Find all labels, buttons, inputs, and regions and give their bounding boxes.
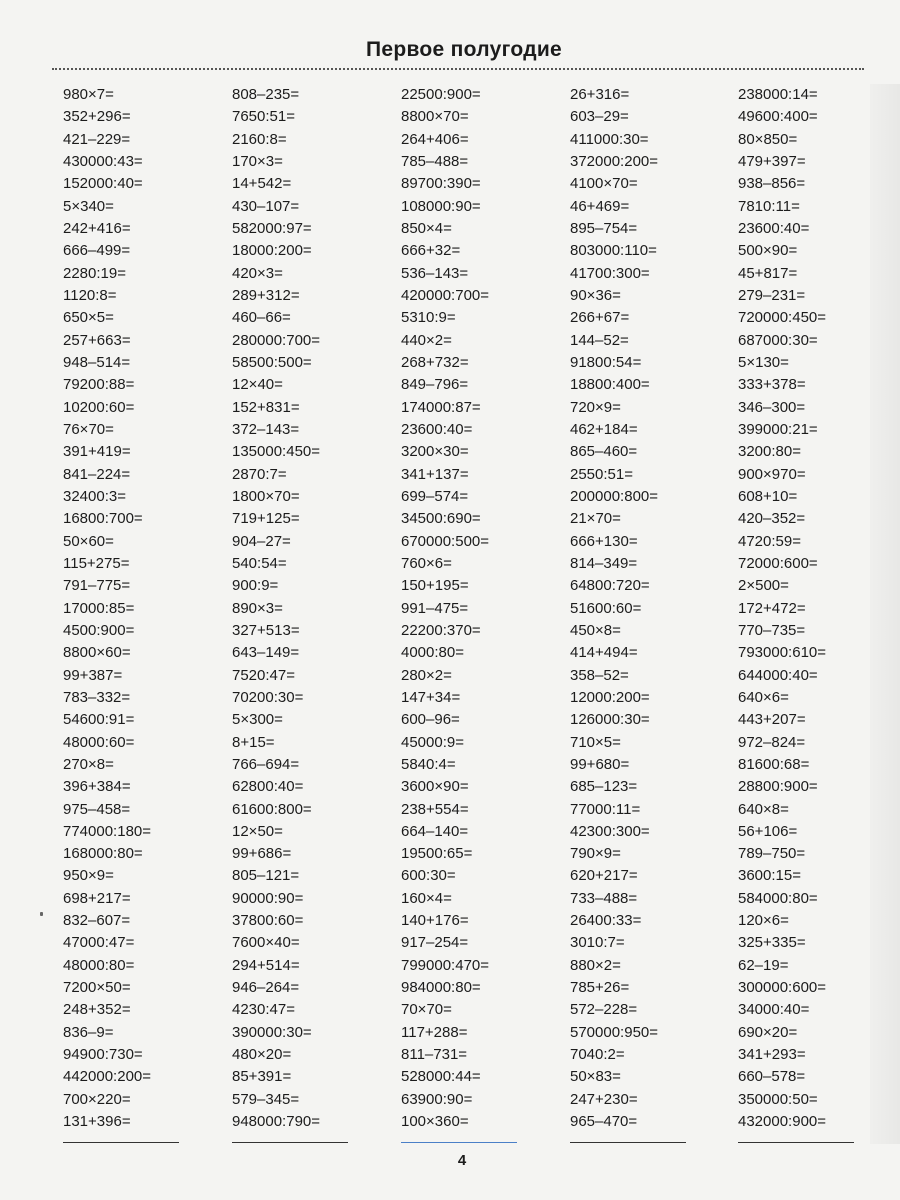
answer-line bbox=[738, 1142, 854, 1143]
arithmetic-problem: 62–19= bbox=[738, 956, 789, 974]
arithmetic-problem: 12×50= bbox=[232, 822, 283, 840]
arithmetic-problem: 500×90= bbox=[738, 242, 798, 260]
arithmetic-problem: 5840:4= bbox=[401, 755, 456, 773]
arithmetic-problem: 147+34= bbox=[401, 688, 461, 706]
arithmetic-problem: 719+125= bbox=[232, 510, 300, 528]
arithmetic-problem: 90×36= bbox=[570, 286, 621, 304]
arithmetic-problem: 3200×30= bbox=[401, 443, 469, 461]
arithmetic-problem: 41700:300= bbox=[570, 264, 650, 282]
arithmetic-problem: 391+419= bbox=[63, 443, 131, 461]
arithmetic-problem: 172+472= bbox=[738, 599, 806, 617]
arithmetic-problem: 372–143= bbox=[232, 420, 300, 438]
arithmetic-problem: 3200:80= bbox=[738, 443, 801, 461]
arithmetic-problem: 793000:610= bbox=[738, 644, 827, 662]
arithmetic-problem: 80×850= bbox=[738, 130, 798, 148]
arithmetic-problem: 396+384= bbox=[63, 778, 131, 796]
arithmetic-problem: 22200:370= bbox=[401, 621, 481, 639]
arithmetic-problem: 7810:11= bbox=[738, 197, 800, 215]
arithmetic-problem: 670000:500= bbox=[401, 532, 490, 550]
arithmetic-problem: 904–27= bbox=[232, 532, 291, 550]
arithmetic-problem: 766–694= bbox=[232, 755, 300, 773]
arithmetic-problem: 841–224= bbox=[63, 465, 131, 483]
arithmetic-problem: 421–229= bbox=[63, 130, 131, 148]
arithmetic-problem: 120×6= bbox=[738, 912, 789, 930]
arithmetic-problem: 814–349= bbox=[570, 554, 638, 572]
arithmetic-problem: 140+176= bbox=[401, 912, 469, 930]
arithmetic-problem: 135000:450= bbox=[232, 443, 321, 461]
arithmetic-problem: 5310:9= bbox=[401, 309, 456, 327]
arithmetic-problem: 160×4= bbox=[401, 889, 452, 907]
arithmetic-problem: 666+130= bbox=[570, 532, 638, 550]
arithmetic-problem: 832–607= bbox=[63, 912, 131, 930]
arithmetic-problem: 880×2= bbox=[570, 956, 621, 974]
arithmetic-problem: 5×340= bbox=[63, 197, 114, 215]
arithmetic-problem: 770–735= bbox=[738, 621, 806, 639]
arithmetic-problem: 247+230= bbox=[570, 1090, 638, 1108]
arithmetic-problem: 4500:900= bbox=[63, 621, 135, 639]
arithmetic-problem: 440×2= bbox=[401, 331, 452, 349]
arithmetic-problem: 785–488= bbox=[401, 152, 469, 170]
arithmetic-problem: 26400:33= bbox=[570, 912, 642, 930]
arithmetic-problem: 294+514= bbox=[232, 956, 300, 974]
arithmetic-problem: 238000:14= bbox=[738, 86, 818, 103]
arithmetic-problem: 803000:110= bbox=[570, 242, 657, 260]
arithmetic-problem: 720×9= bbox=[570, 398, 621, 416]
arithmetic-problem: 14+542= bbox=[232, 175, 292, 193]
arithmetic-problem: 462+184= bbox=[570, 420, 638, 438]
arithmetic-problem: 248+352= bbox=[63, 1001, 131, 1019]
exercise-column-2 bbox=[232, 84, 392, 1133]
arithmetic-problem: 460–66= bbox=[232, 309, 291, 327]
arithmetic-problem: 99+686= bbox=[232, 845, 292, 863]
arithmetic-problem: 12000:200= bbox=[570, 688, 650, 706]
arithmetic-problem: 19500:65= bbox=[401, 845, 473, 863]
arithmetic-problem: 341+137= bbox=[401, 465, 469, 483]
arithmetic-problem: 572–228= bbox=[570, 1001, 638, 1019]
arithmetic-problem: 7200×50= bbox=[63, 979, 131, 997]
arithmetic-problem: 341+293= bbox=[738, 1046, 806, 1064]
arithmetic-problem: 350000:50= bbox=[738, 1090, 818, 1108]
page-bleed-through bbox=[870, 84, 900, 1144]
arithmetic-problem: 72000:600= bbox=[738, 554, 818, 572]
arithmetic-problem: 23600:40= bbox=[401, 420, 473, 438]
arithmetic-problem: 895–754= bbox=[570, 219, 638, 237]
arithmetic-problem: 644000:40= bbox=[738, 666, 818, 684]
arithmetic-problem: 442000:200= bbox=[63, 1068, 152, 1086]
arithmetic-problem: 34000:40= bbox=[738, 1001, 810, 1019]
arithmetic-problem: 774000:180= bbox=[63, 822, 152, 840]
arithmetic-problem: 760×6= bbox=[401, 554, 452, 572]
arithmetic-problem: 99+680= bbox=[570, 755, 630, 773]
arithmetic-problem: 479+397= bbox=[738, 152, 806, 170]
arithmetic-problem: 789–750= bbox=[738, 845, 806, 863]
arithmetic-problem: 8800×60= bbox=[63, 644, 131, 662]
arithmetic-problem: 799000:470= bbox=[401, 956, 490, 974]
arithmetic-problem: 91800:54= bbox=[570, 353, 642, 371]
arithmetic-problem: 325+335= bbox=[738, 934, 806, 952]
arithmetic-problem: 430000:43= bbox=[63, 152, 143, 170]
arithmetic-problem: 620+217= bbox=[570, 867, 638, 885]
arithmetic-problem: 99+387= bbox=[63, 666, 123, 684]
arithmetic-problem: 32400:3= bbox=[63, 487, 126, 505]
arithmetic-problem: 50×83= bbox=[570, 1068, 621, 1086]
arithmetic-problem: 352+296= bbox=[63, 108, 131, 126]
arithmetic-problem: 152+831= bbox=[232, 398, 300, 416]
arithmetic-problem: 168000:80= bbox=[63, 845, 143, 863]
arithmetic-problem: 64800:720= bbox=[570, 577, 650, 595]
arithmetic-problem: 584000:80= bbox=[738, 889, 818, 907]
arithmetic-problem: 570000:950= bbox=[570, 1023, 659, 1041]
arithmetic-problem: 946–264= bbox=[232, 979, 300, 997]
arithmetic-problem: 414+494= bbox=[570, 644, 638, 662]
arithmetic-problem: 650×5= bbox=[63, 309, 114, 327]
arithmetic-problem: 300000:600= bbox=[738, 979, 827, 997]
arithmetic-problem: 48000:80= bbox=[63, 956, 135, 974]
arithmetic-problem: 49600:400= bbox=[738, 108, 818, 126]
arithmetic-problem: 850×4= bbox=[401, 219, 452, 237]
arithmetic-problem: 23600:40= bbox=[738, 219, 810, 237]
arithmetic-problem: 50×60= bbox=[63, 532, 114, 550]
arithmetic-problem: 443+207= bbox=[738, 711, 806, 729]
arithmetic-problem: 640×8= bbox=[738, 800, 789, 818]
arithmetic-problem: 965–470= bbox=[570, 1113, 638, 1131]
arithmetic-problem: 152000:40= bbox=[63, 175, 143, 193]
arithmetic-problem: 2×500= bbox=[738, 577, 789, 595]
arithmetic-problem: 17000:85= bbox=[63, 599, 135, 617]
arithmetic-problem: 266+67= bbox=[570, 309, 630, 327]
arithmetic-problem: 16800:700= bbox=[63, 510, 143, 528]
arithmetic-problem: 528000:44= bbox=[401, 1068, 481, 1086]
arithmetic-problem: 700×220= bbox=[63, 1090, 131, 1108]
arithmetic-problem: 480×20= bbox=[232, 1046, 292, 1064]
arithmetic-problem: 783–332= bbox=[63, 688, 131, 706]
arithmetic-problem: 131+396= bbox=[63, 1113, 131, 1131]
arithmetic-problem: 51600:60= bbox=[570, 599, 642, 617]
exercise-columns bbox=[0, 84, 900, 1144]
arithmetic-problem: 4000:80= bbox=[401, 644, 464, 662]
arithmetic-problem: 8800×70= bbox=[401, 108, 469, 126]
arithmetic-problem: 144–52= bbox=[570, 331, 629, 349]
arithmetic-problem: 257+663= bbox=[63, 331, 131, 349]
arithmetic-problem: 8+15= bbox=[232, 733, 275, 751]
arithmetic-problem: 108000:90= bbox=[401, 197, 481, 215]
arithmetic-problem: 420–352= bbox=[738, 510, 806, 528]
arithmetic-problem: 200000:800= bbox=[570, 487, 659, 505]
arithmetic-problem: 90000:90= bbox=[232, 889, 304, 907]
arithmetic-problem: 4100×70= bbox=[570, 175, 638, 193]
arithmetic-problem: 2280:19= bbox=[63, 264, 126, 282]
arithmetic-problem: 890×3= bbox=[232, 599, 283, 617]
arithmetic-problem: 238+554= bbox=[401, 800, 469, 818]
arithmetic-problem: 808–235= bbox=[232, 86, 300, 103]
arithmetic-problem: 42300:300= bbox=[570, 822, 650, 840]
exercise-column-4 bbox=[570, 84, 730, 1133]
print-speck bbox=[40, 912, 43, 916]
arithmetic-problem: 698+217= bbox=[63, 889, 131, 907]
arithmetic-problem: 865–460= bbox=[570, 443, 638, 461]
arithmetic-problem: 34500:690= bbox=[401, 510, 481, 528]
arithmetic-problem: 47000:47= bbox=[63, 934, 135, 952]
arithmetic-problem: 948000:790= bbox=[232, 1113, 321, 1131]
arithmetic-problem: 46+469= bbox=[570, 197, 630, 215]
arithmetic-problem: 28800:900= bbox=[738, 778, 818, 796]
arithmetic-problem: 450×8= bbox=[570, 621, 621, 639]
arithmetic-problem: 76×70= bbox=[63, 420, 114, 438]
arithmetic-problem: 7520:47= bbox=[232, 666, 295, 684]
arithmetic-problem: 289+312= bbox=[232, 286, 300, 304]
arithmetic-problem: 48000:60= bbox=[63, 733, 135, 751]
arithmetic-problem: 4720:59= bbox=[738, 532, 801, 550]
arithmetic-problem: 89700:390= bbox=[401, 175, 481, 193]
arithmetic-problem: 720000:450= bbox=[738, 309, 827, 327]
arithmetic-problem: 582000:97= bbox=[232, 219, 312, 237]
arithmetic-problem: 980×7= bbox=[63, 86, 114, 103]
arithmetic-problem: 58500:500= bbox=[232, 353, 312, 371]
arithmetic-problem: 699–574= bbox=[401, 487, 469, 505]
arithmetic-problem: 608+10= bbox=[738, 487, 798, 505]
arithmetic-problem: 540:54= bbox=[232, 554, 287, 572]
arithmetic-problem: 900×970= bbox=[738, 465, 806, 483]
page-title: Первое полугодие bbox=[365, 38, 563, 61]
arithmetic-problem: 3600:15= bbox=[738, 867, 801, 885]
title-divider bbox=[52, 68, 864, 70]
arithmetic-problem: 22500:900= bbox=[401, 86, 481, 103]
answer-line bbox=[570, 1142, 686, 1143]
arithmetic-problem: 242+416= bbox=[63, 219, 131, 237]
arithmetic-problem: 849–796= bbox=[401, 376, 469, 394]
arithmetic-problem: 390000:30= bbox=[232, 1023, 312, 1041]
arithmetic-problem: 900:9= bbox=[232, 577, 279, 595]
arithmetic-problem: 45000:9= bbox=[401, 733, 464, 751]
arithmetic-problem: 150+195= bbox=[401, 577, 469, 595]
arithmetic-problem: 61600:800= bbox=[232, 800, 312, 818]
arithmetic-problem: 811–731= bbox=[401, 1046, 468, 1064]
arithmetic-problem: 7040:2= bbox=[570, 1046, 625, 1064]
arithmetic-problem: 117+288= bbox=[401, 1023, 468, 1041]
arithmetic-problem: 3600×90= bbox=[401, 778, 469, 796]
arithmetic-problem: 264+406= bbox=[401, 130, 469, 148]
arithmetic-problem: 56+106= bbox=[738, 822, 798, 840]
arithmetic-problem: 790×9= bbox=[570, 845, 621, 863]
arithmetic-problem: 733–488= bbox=[570, 889, 638, 907]
arithmetic-problem: 836–9= bbox=[63, 1023, 114, 1041]
answer-line bbox=[232, 1142, 348, 1143]
arithmetic-problem: 170×3= bbox=[232, 152, 283, 170]
arithmetic-problem: 975–458= bbox=[63, 800, 131, 818]
arithmetic-problem: 984000:80= bbox=[401, 979, 481, 997]
exercise-column-3 bbox=[401, 84, 561, 1133]
arithmetic-problem: 327+513= bbox=[232, 621, 300, 639]
arithmetic-problem: 2550:51= bbox=[570, 465, 633, 483]
arithmetic-problem: 62800:40= bbox=[232, 778, 304, 796]
arithmetic-problem: 1800×70= bbox=[232, 487, 300, 505]
arithmetic-problem: 690×20= bbox=[738, 1023, 798, 1041]
arithmetic-problem: 420×3= bbox=[232, 264, 283, 282]
arithmetic-problem: 81600:68= bbox=[738, 755, 810, 773]
arithmetic-problem: 10200:60= bbox=[63, 398, 135, 416]
arithmetic-problem: 600:30= bbox=[401, 867, 456, 885]
arithmetic-problem: 785+26= bbox=[570, 979, 630, 997]
arithmetic-problem: 660–578= bbox=[738, 1068, 806, 1086]
arithmetic-problem: 70200:30= bbox=[232, 688, 304, 706]
arithmetic-problem: 411000:30= bbox=[570, 130, 649, 148]
arithmetic-problem: 279–231= bbox=[738, 286, 806, 304]
arithmetic-problem: 950×9= bbox=[63, 867, 114, 885]
arithmetic-problem: 399000:21= bbox=[738, 420, 818, 438]
arithmetic-problem: 63900:90= bbox=[401, 1090, 473, 1108]
arithmetic-problem: 666+32= bbox=[401, 242, 461, 260]
arithmetic-problem: 579–345= bbox=[232, 1090, 300, 1108]
arithmetic-problem: 938–856= bbox=[738, 175, 806, 193]
arithmetic-problem: 664–140= bbox=[401, 822, 469, 840]
arithmetic-problem: 21×70= bbox=[570, 510, 621, 528]
arithmetic-problem: 5×130= bbox=[738, 353, 789, 371]
arithmetic-problem: 37800:60= bbox=[232, 912, 304, 930]
arithmetic-problem: 972–824= bbox=[738, 733, 806, 751]
arithmetic-problem: 126000:30= bbox=[570, 711, 650, 729]
arithmetic-problem: 270×8= bbox=[63, 755, 114, 773]
arithmetic-problem: 687000:30= bbox=[738, 331, 818, 349]
arithmetic-problem: 603–29= bbox=[570, 108, 629, 126]
arithmetic-problem: 174000:87= bbox=[401, 398, 481, 416]
exercise-column-1 bbox=[63, 84, 223, 1133]
arithmetic-problem: 430–107= bbox=[232, 197, 300, 215]
arithmetic-problem: 12×40= bbox=[232, 376, 283, 394]
arithmetic-problem: 7650:51= bbox=[232, 108, 295, 126]
arithmetic-problem: 77000:11= bbox=[570, 800, 641, 818]
arithmetic-problem: 268+732= bbox=[401, 353, 469, 371]
arithmetic-problem: 7600×40= bbox=[232, 934, 300, 952]
arithmetic-problem: 372000:200= bbox=[570, 152, 659, 170]
arithmetic-problem: 432000:900= bbox=[738, 1113, 827, 1131]
arithmetic-problem: 917–254= bbox=[401, 934, 469, 952]
arithmetic-problem: 420000:700= bbox=[401, 286, 490, 304]
arithmetic-problem: 791–775= bbox=[63, 577, 131, 595]
arithmetic-problem: 280×2= bbox=[401, 666, 452, 684]
arithmetic-problem: 710×5= bbox=[570, 733, 621, 751]
arithmetic-problem: 805–121= bbox=[232, 867, 300, 885]
arithmetic-problem: 79200:88= bbox=[63, 376, 135, 394]
answer-line bbox=[63, 1142, 179, 1143]
arithmetic-problem: 643–149= bbox=[232, 644, 300, 662]
arithmetic-problem: 3010:7= bbox=[570, 934, 625, 952]
arithmetic-problem: 26+316= bbox=[570, 86, 630, 103]
arithmetic-problem: 94900:730= bbox=[63, 1046, 143, 1064]
page-number: 4 bbox=[457, 1152, 467, 1169]
arithmetic-problem: 70×70= bbox=[401, 1001, 452, 1019]
arithmetic-problem: 358–52= bbox=[570, 666, 629, 684]
arithmetic-problem: 991–475= bbox=[401, 599, 469, 617]
arithmetic-problem: 346–300= bbox=[738, 398, 806, 416]
arithmetic-problem: 1120:8= bbox=[63, 286, 117, 304]
arithmetic-problem: 2160:8= bbox=[232, 130, 287, 148]
arithmetic-problem: 600–96= bbox=[401, 711, 460, 729]
arithmetic-problem: 115+275= bbox=[63, 554, 130, 572]
arithmetic-problem: 18800:400= bbox=[570, 376, 650, 394]
arithmetic-problem: 666–499= bbox=[63, 242, 131, 260]
arithmetic-problem: 4230:47= bbox=[232, 1001, 295, 1019]
arithmetic-problem: 280000:700= bbox=[232, 331, 321, 349]
arithmetic-problem: 536–143= bbox=[401, 264, 469, 282]
arithmetic-problem: 948–514= bbox=[63, 353, 131, 371]
arithmetic-problem: 2870:7= bbox=[232, 465, 287, 483]
arithmetic-problem: 5×300= bbox=[232, 711, 283, 729]
arithmetic-problem: 45+817= bbox=[738, 264, 798, 282]
arithmetic-problem: 85+391= bbox=[232, 1068, 292, 1086]
arithmetic-problem: 685–123= bbox=[570, 778, 638, 796]
arithmetic-problem: 18000:200= bbox=[232, 242, 312, 260]
arithmetic-problem: 640×6= bbox=[738, 688, 789, 706]
arithmetic-problem: 54600:91= bbox=[63, 711, 135, 729]
arithmetic-problem: 333+378= bbox=[738, 376, 806, 394]
answer-line bbox=[401, 1142, 517, 1143]
arithmetic-problem: 100×360= bbox=[401, 1113, 469, 1131]
